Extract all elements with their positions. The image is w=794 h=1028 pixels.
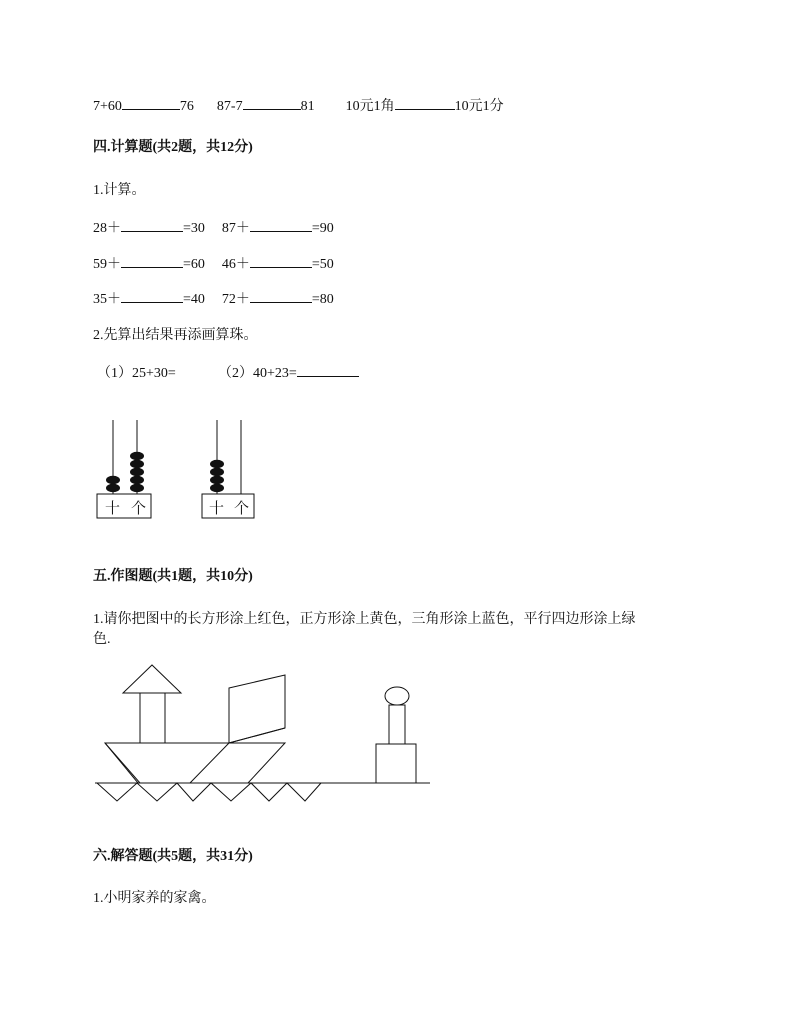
abacus-bead	[106, 484, 120, 492]
abacus-2-tens-label: 十	[209, 501, 225, 517]
body-square	[376, 744, 416, 783]
abacus-1-ones-label: 个	[131, 501, 147, 517]
abacus-bead	[130, 476, 144, 484]
section-5-q1-line1: 1.请你把图中的长方形涂上红色，正方形涂上黄色，三角形涂上蓝色，平行四边形涂上绿	[93, 612, 636, 627]
section-5-q1-line2: 色.	[93, 632, 111, 647]
comparison-right-1: 76	[179, 99, 194, 114]
pillar-rectangle	[140, 693, 165, 743]
section-5-heading: 五.作图题(共1题，共10分)	[93, 569, 253, 584]
abacus-bead	[210, 460, 224, 468]
comparison-left-3: 10元1角	[345, 99, 395, 114]
expr-prefix: 28＋	[93, 221, 121, 236]
abacus-bead	[210, 468, 224, 476]
parallelogram	[229, 675, 285, 743]
comparison-right-2: 81	[300, 99, 315, 114]
comparison-left-1: 7+60	[93, 99, 122, 114]
comparison-left-2: 87-7	[216, 99, 243, 114]
section-4-heading: 四.计算题(共2题，共12分)	[93, 140, 253, 155]
section-4-q1-title: 1.计算。	[93, 183, 146, 198]
section-6-q1-title: 1.小明家养的家禽。	[93, 891, 216, 906]
diagonal-line	[229, 728, 285, 743]
shapes-figure	[95, 665, 430, 801]
q2-part-1: （1）25+30=	[97, 366, 176, 381]
zigzag-triangles	[97, 783, 321, 801]
diagonal-line	[190, 743, 229, 783]
abacus-bead	[130, 452, 144, 460]
expr-prefix: 46＋	[221, 257, 250, 272]
abacus-1-tens-label: 十	[105, 501, 121, 517]
abacus-bead	[130, 484, 144, 492]
abacus-bead	[130, 468, 144, 476]
expr-suffix: =90	[311, 221, 334, 236]
expr-suffix: =40	[183, 292, 205, 307]
trapezoid-base	[105, 743, 285, 783]
abacus-bead	[106, 476, 120, 484]
abacus-2-ones-label: 个	[234, 501, 250, 517]
diagonal-line	[105, 743, 140, 783]
abacus-bead	[130, 460, 144, 468]
expr-suffix: =80	[311, 292, 334, 307]
expr-prefix: 87＋	[221, 221, 250, 236]
abacus-bead	[210, 484, 224, 492]
expr-suffix: =60	[183, 257, 205, 272]
expr-suffix: =30	[183, 221, 205, 236]
abacus-bead	[210, 476, 224, 484]
section-6-heading: 六.解答题(共5题，共31分)	[93, 849, 253, 864]
comparison-right-3: 10元1分	[454, 99, 504, 114]
q2-part-2: （2）40+23=	[218, 366, 297, 381]
expr-suffix: =50	[311, 257, 334, 272]
section-4-q2-title: 2.先算出结果再添画算珠。	[93, 328, 258, 343]
expr-prefix: 35＋	[93, 292, 121, 307]
expr-prefix: 72＋	[221, 292, 250, 307]
roof-triangle	[123, 665, 181, 693]
head-oval	[385, 687, 409, 705]
expr-prefix: 59＋	[93, 257, 121, 272]
neck-rectangle	[389, 705, 405, 744]
